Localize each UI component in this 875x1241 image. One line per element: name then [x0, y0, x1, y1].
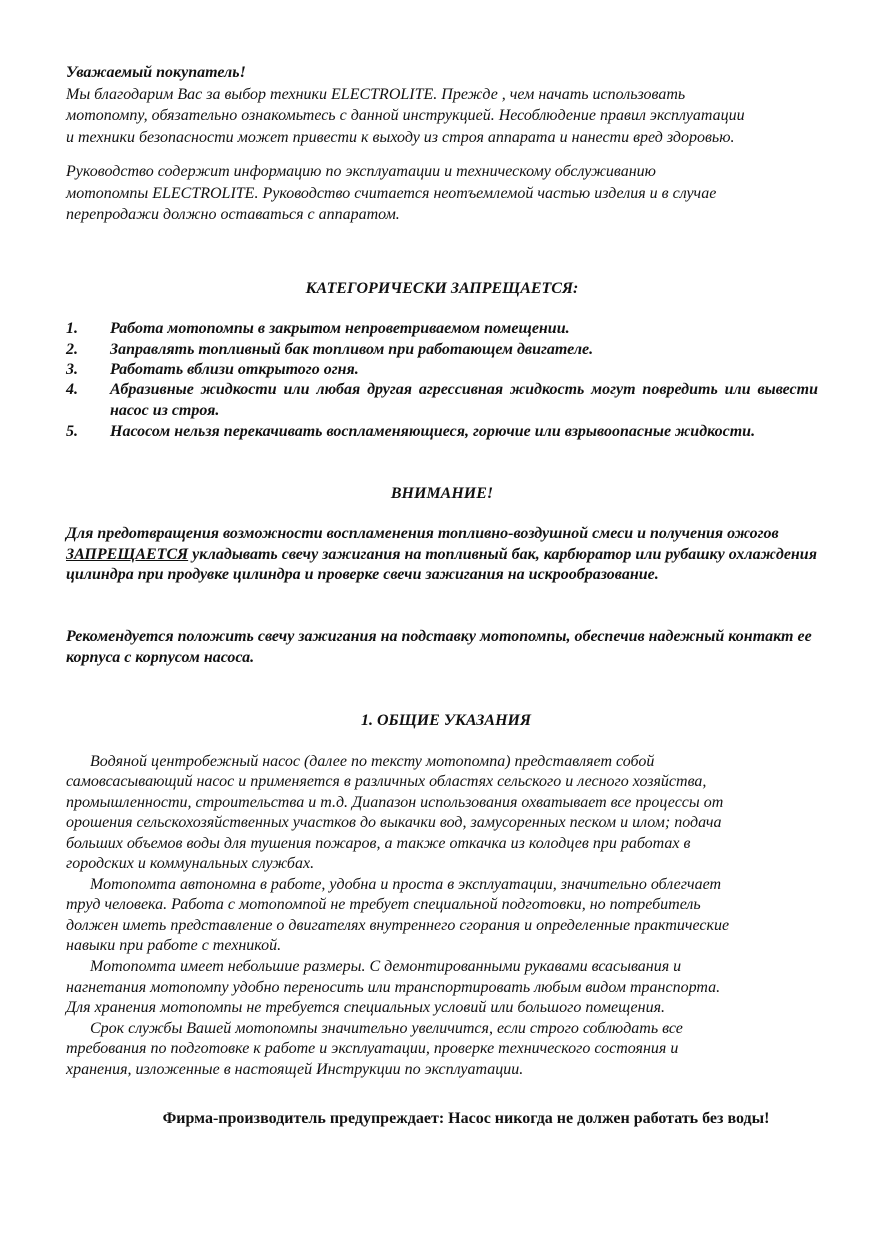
list-item-number: 4.	[66, 381, 78, 398]
prohibited-heading: КАТЕГОРИЧЕСКИ ЗАПРЕЩАЕТСЯ:	[305, 280, 579, 297]
manufacturer-warning: Фирма-производитель предупреждает: Насос никогда не должен работать без воды!	[162, 1110, 770, 1127]
list-item	[66, 340, 818, 361]
list-item-text: Работа мотопомпы в закрытом непроветриваемом помещении.	[110, 320, 570, 337]
list-item-number: 1.	[66, 320, 78, 337]
body-line: самовсасывающий насос и применяется в различных областях сельского и лесного хозяйства,	[66, 773, 707, 790]
body-line: Мотопомта автономна в работе, удобна и проста в эксплуатации, значительно облегчает	[66, 876, 722, 893]
list-item-number: 2.	[66, 341, 78, 358]
body-line: Для хранения мотопомпы не требуется специальных условий или большого помещения.	[66, 999, 666, 1016]
body-line: нагнетания мотопомпу удобно переносить или транспортировать любым видом транспорта.	[66, 979, 721, 996]
intro-line: Руководство содержит информацию по эксплуатации и техническому обслуживанию	[66, 163, 656, 180]
body-line: хранения, изложенные в настоящей Инструкции по эксплуатации.	[66, 1061, 524, 1078]
list-item-text: Абразивные жидкости или любая другая агрессивная жидкость могут повредить или вывести насос из строя.	[110, 381, 818, 419]
body-line: Мотопомта имеет небольшие размеры. С демонтированными рукавами всасывания и	[66, 958, 682, 975]
body-line: труд человека. Работа с мотопомпой не требует специальной подготовки, но потребитель	[66, 896, 701, 913]
body-line: Водяной центробежный насос (далее по тексту мотопомпа) представляет собой	[66, 753, 655, 770]
body-line: городских и коммунальных службах.	[66, 855, 315, 872]
list-item	[66, 360, 818, 381]
list-item	[66, 422, 818, 443]
list-item-number: 3.	[66, 361, 78, 378]
list-item	[66, 380, 818, 421]
attention-paragraph: Рекомендуется положить свечу зажигания на подставку мотопомпы, обеспечив надежный контакт ее корпуса с корпусом насоса.	[66, 628, 812, 666]
list-item-text: Насосом нельзя перекачивать воспламеняющиеся, горючие или взрывоопасные жидкости.	[110, 423, 756, 440]
body-line: должен иметь представление о двигателях внутреннего сгорания и определенные практические	[66, 917, 730, 934]
intro-line: и техники безопасности может привести к выходу из строя аппарата и нанести вред здоровью.	[66, 129, 735, 146]
attention-text: укладывать свечу зажигания на топливный бак, карбюратор или рубашку охлаждения цилиндра при продувке цилиндра и проверке свечи зажигания на искрообразование.	[66, 545, 817, 583]
intro-line: перепродажи должно оставаться с аппаратом.	[66, 206, 400, 223]
body-line: Срок службы Вашей мотопомпы значительно увеличится, если строго соблюдать все	[66, 1020, 683, 1037]
attention-heading: ВНИМАНИЕ!	[390, 485, 494, 502]
body-line: навыки при работе с техникой.	[66, 937, 282, 954]
body-line: орошения сельскохозяйственных участков до выкачки вод, замусоренных песком и илом; подача	[66, 814, 722, 831]
intro-line: Мы благодарим Вас за выбор техники ELECTROLITE. Прежде , чем начать использовать	[66, 86, 686, 103]
attention-emphasis: ЗАПРЕЩАЕТСЯ	[66, 545, 189, 563]
list-item-number: 5.	[66, 423, 78, 440]
greeting: Уважаемый покупатель!	[66, 64, 246, 81]
intro-line: мотопомпы ELECTROLITE. Руководство считается неотъемлемой частью изделия и в случае	[66, 185, 717, 202]
body-line: больших объемов воды для тушения пожаров, а также откачка из колодцев при работах в	[66, 835, 691, 852]
list-item-text: Работать вблизи открытого огня.	[110, 361, 359, 378]
body-line: требования по подготовке к работе и эксплуатации, проверке технического состояния и	[66, 1040, 679, 1057]
section-heading: 1. ОБЩИЕ УКАЗАНИЯ	[360, 712, 532, 729]
attention-text: Для предотвращения возможности воспламенения топливно-воздушной смеси и получения ожогов	[66, 525, 779, 542]
list-item	[66, 319, 818, 340]
list-item-text: Заправлять топливный бак топливом при работающем двигателе.	[110, 341, 594, 358]
intro-line: мотопомпу, обязательно ознакомьтесь с данной инструкцией. Несоблюдение правил эксплуатации	[66, 107, 745, 124]
attention-paragraph	[66, 524, 826, 586]
body-line: промышленности, строительства и т.д. Диапазон использования охватывает все процессы от	[66, 794, 724, 811]
